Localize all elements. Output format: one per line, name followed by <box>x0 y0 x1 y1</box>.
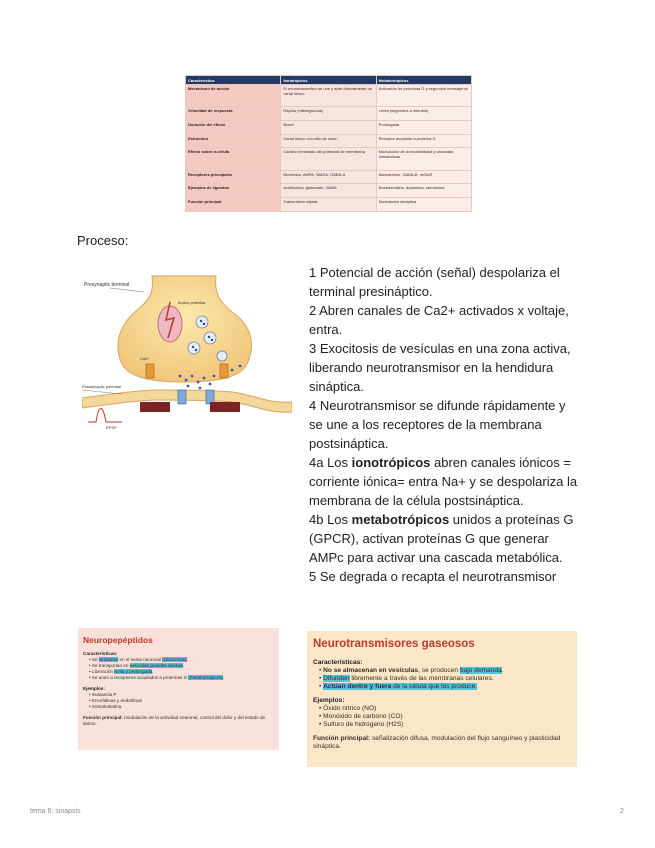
gaseosos-card <box>307 631 577 767</box>
neuropeptidos-caracteristicas-label: Características: <box>83 651 118 656</box>
process-step: 5 Se degrada o recapta el neurotransmisor <box>309 569 557 584</box>
table-cell: Activación de proteínas G y segundos mensajeros <box>376 85 471 107</box>
vesicle <box>217 351 227 361</box>
table-cell: Velocidad de respuesta <box>186 107 281 121</box>
label-calcium: Ca2+ <box>140 356 150 361</box>
table-row <box>186 121 472 135</box>
vesicle <box>204 332 216 344</box>
process-steps <box>309 263 579 586</box>
footer-topic: tema 6: sinapsis <box>30 808 81 815</box>
table-cell: Noradrenalina, dopamina, serotonina <box>376 184 471 198</box>
list-item: • Encefalinas y endorfinas <box>89 698 274 704</box>
gaseosos-title: Neurotransmisores gaseosos <box>313 638 475 650</box>
table-cell: Efecto sobre la célula <box>186 148 281 170</box>
table-cell: Canal iónico con sitio de unión <box>281 134 376 148</box>
list-item: • Somatostatina <box>89 704 274 710</box>
gaseosos-funcion: Función principal: señalización difusa, modulación del flujo sanguíneo y plasticidad sináptica. <box>313 735 561 750</box>
vesicle <box>196 316 208 328</box>
table-cell: Duración del efecto <box>186 121 281 135</box>
table-cell: Breve <box>281 121 376 135</box>
calcium-channel-left <box>146 364 154 378</box>
organelle-shape <box>158 306 182 342</box>
synapse-diagram <box>82 272 292 430</box>
list-item: • Liberación lenta y prolongada. <box>89 669 274 675</box>
table-cell: Estructura <box>186 134 281 148</box>
list-item: • Difunden libremente a través de las membranas celulares. <box>319 675 571 683</box>
label-action-potential: Action potential <box>178 300 206 305</box>
table-cell: Prolongada <box>376 121 471 135</box>
table-cell: Mecanismo de acción <box>186 85 281 107</box>
gaseosos-ejemplos-label: Ejemplos: <box>313 697 345 704</box>
postsynaptic-box-left <box>140 402 170 412</box>
table-cell: Receptor acoplado a proteína G <box>376 134 471 148</box>
list-item: • Monóxido de carbono (CO) <box>319 713 571 721</box>
calcium-channel-right <box>220 364 228 378</box>
process-step: 3 Exocitosis de vesículas en una zona activa, liberando neurotransmisor en la hendidura sináptica. <box>309 341 571 394</box>
table-cell: Función principal <box>186 198 281 212</box>
page-number: 2 <box>620 808 624 815</box>
table-cell: Modulación de la excitabilidad y cascadas metabólicas <box>376 148 471 170</box>
list-item: • Actúan dentro y fuera de la célula que los produce. <box>319 683 571 691</box>
label-presynaptic: Presynaptic terminal <box>84 282 130 288</box>
epsp-trace <box>88 408 122 422</box>
table-cell: Acetilcolina, glutamato, GABA <box>281 184 376 198</box>
gaseosos-ejemplos-list <box>313 705 571 729</box>
table-cell: Modulación sináptica <box>376 198 471 212</box>
process-step: 4b Los metabotrópicos unidos a proteínas G (GPCR), activan proteínas G que generar AMPc para activar una cascada metabólica. <box>309 512 574 565</box>
neuropeptidos-card <box>78 628 279 750</box>
neuropeptidos-caracteristicas-list <box>83 657 274 681</box>
table-cell: Muscarínico, GABA-B, mGluR <box>376 170 471 184</box>
list-item: • Se sintetizan en el soma neuronal (ribosomas). <box>89 657 274 663</box>
table-row <box>186 148 472 170</box>
table-row <box>186 134 472 148</box>
receptor <box>206 390 214 404</box>
presynaptic-terminal-shape <box>118 276 252 382</box>
table-cell: Lenta (segundos a minutos) <box>376 107 471 121</box>
list-item: • Óxido nítrico (NO) <box>319 705 571 713</box>
process-step: 4 Neurotransmisor se difunde rápidamente y se une a los receptores de la membrana postsináptica. <box>309 398 566 451</box>
process-step: 2 Abren canales de Ca2+ activados x voltaje, entra. <box>309 303 569 337</box>
table-row <box>186 170 472 184</box>
table-row <box>186 85 472 107</box>
table-cell: Rápida (milisegundos) <box>281 107 376 121</box>
table-cell: Ejemplos de ligandos <box>186 184 281 198</box>
table-cell: Cambio inmediato del potencial de membrana <box>281 148 376 170</box>
postsynaptic-box-right <box>210 402 240 412</box>
neuropeptidos-ejemplos-list <box>83 692 274 710</box>
comparison-table <box>185 75 472 212</box>
list-item: • No se almacenan en vesículas, se producen bajo demanda. <box>319 667 571 675</box>
table-header-cell: Metabotrópicos <box>376 76 471 85</box>
list-item: • Sulfuro de hidrógeno (H2S) <box>319 721 571 729</box>
table-row <box>186 184 472 198</box>
receptor <box>178 390 186 404</box>
table-row <box>186 107 472 121</box>
neuropeptidos-funcion: Función principal: modulación de la actividad neuronal, control del dolor y del estado de ánimo. <box>83 715 266 726</box>
table-cell: Nicotínico, AMPA, NMDA, GABA-A <box>281 170 376 184</box>
neuropeptidos-title: Neuropepéptidos <box>83 635 153 645</box>
neuropeptidos-ejemplos-label: Ejemplos: <box>83 686 105 691</box>
list-item: • Sustancia P <box>89 692 274 698</box>
table-cell: El neurotransmisor se une y abre directamente un canal iónico <box>281 85 376 107</box>
process-step: 1 Potencial de acción (señal) despolariza el terminal presináptico. <box>309 265 560 299</box>
table-row <box>186 198 472 212</box>
list-item: • Se unen a receptores acoplados a proteínas G (metabotrópicos). <box>89 675 274 681</box>
table-cell: Receptores principales <box>186 170 281 184</box>
process-step: 4a Los ionotrópicos abren canales iónicos = corriente iónica= entra Na+ y se despolariza la membrana de la célula postsináptica. <box>309 455 578 508</box>
vesicle <box>188 342 200 354</box>
table-header-cell: Ionotrópicos <box>281 76 376 85</box>
list-item: • Se transportan en vesículas grandes densas. <box>89 663 274 669</box>
table-header-row <box>186 76 472 85</box>
section-heading-proceso: Proceso: <box>77 233 129 248</box>
table-body <box>186 85 472 212</box>
table-header-cell: Característica <box>186 76 281 85</box>
gaseosos-caracteristicas-list <box>313 667 571 691</box>
label-epsp: EPSP <box>106 425 117 430</box>
gaseosos-caracteristicas-label: Características: <box>313 659 363 666</box>
table-cell: Transmisión rápida <box>281 198 376 212</box>
label-postsynaptic: Postsynaptic potential <box>82 384 121 389</box>
